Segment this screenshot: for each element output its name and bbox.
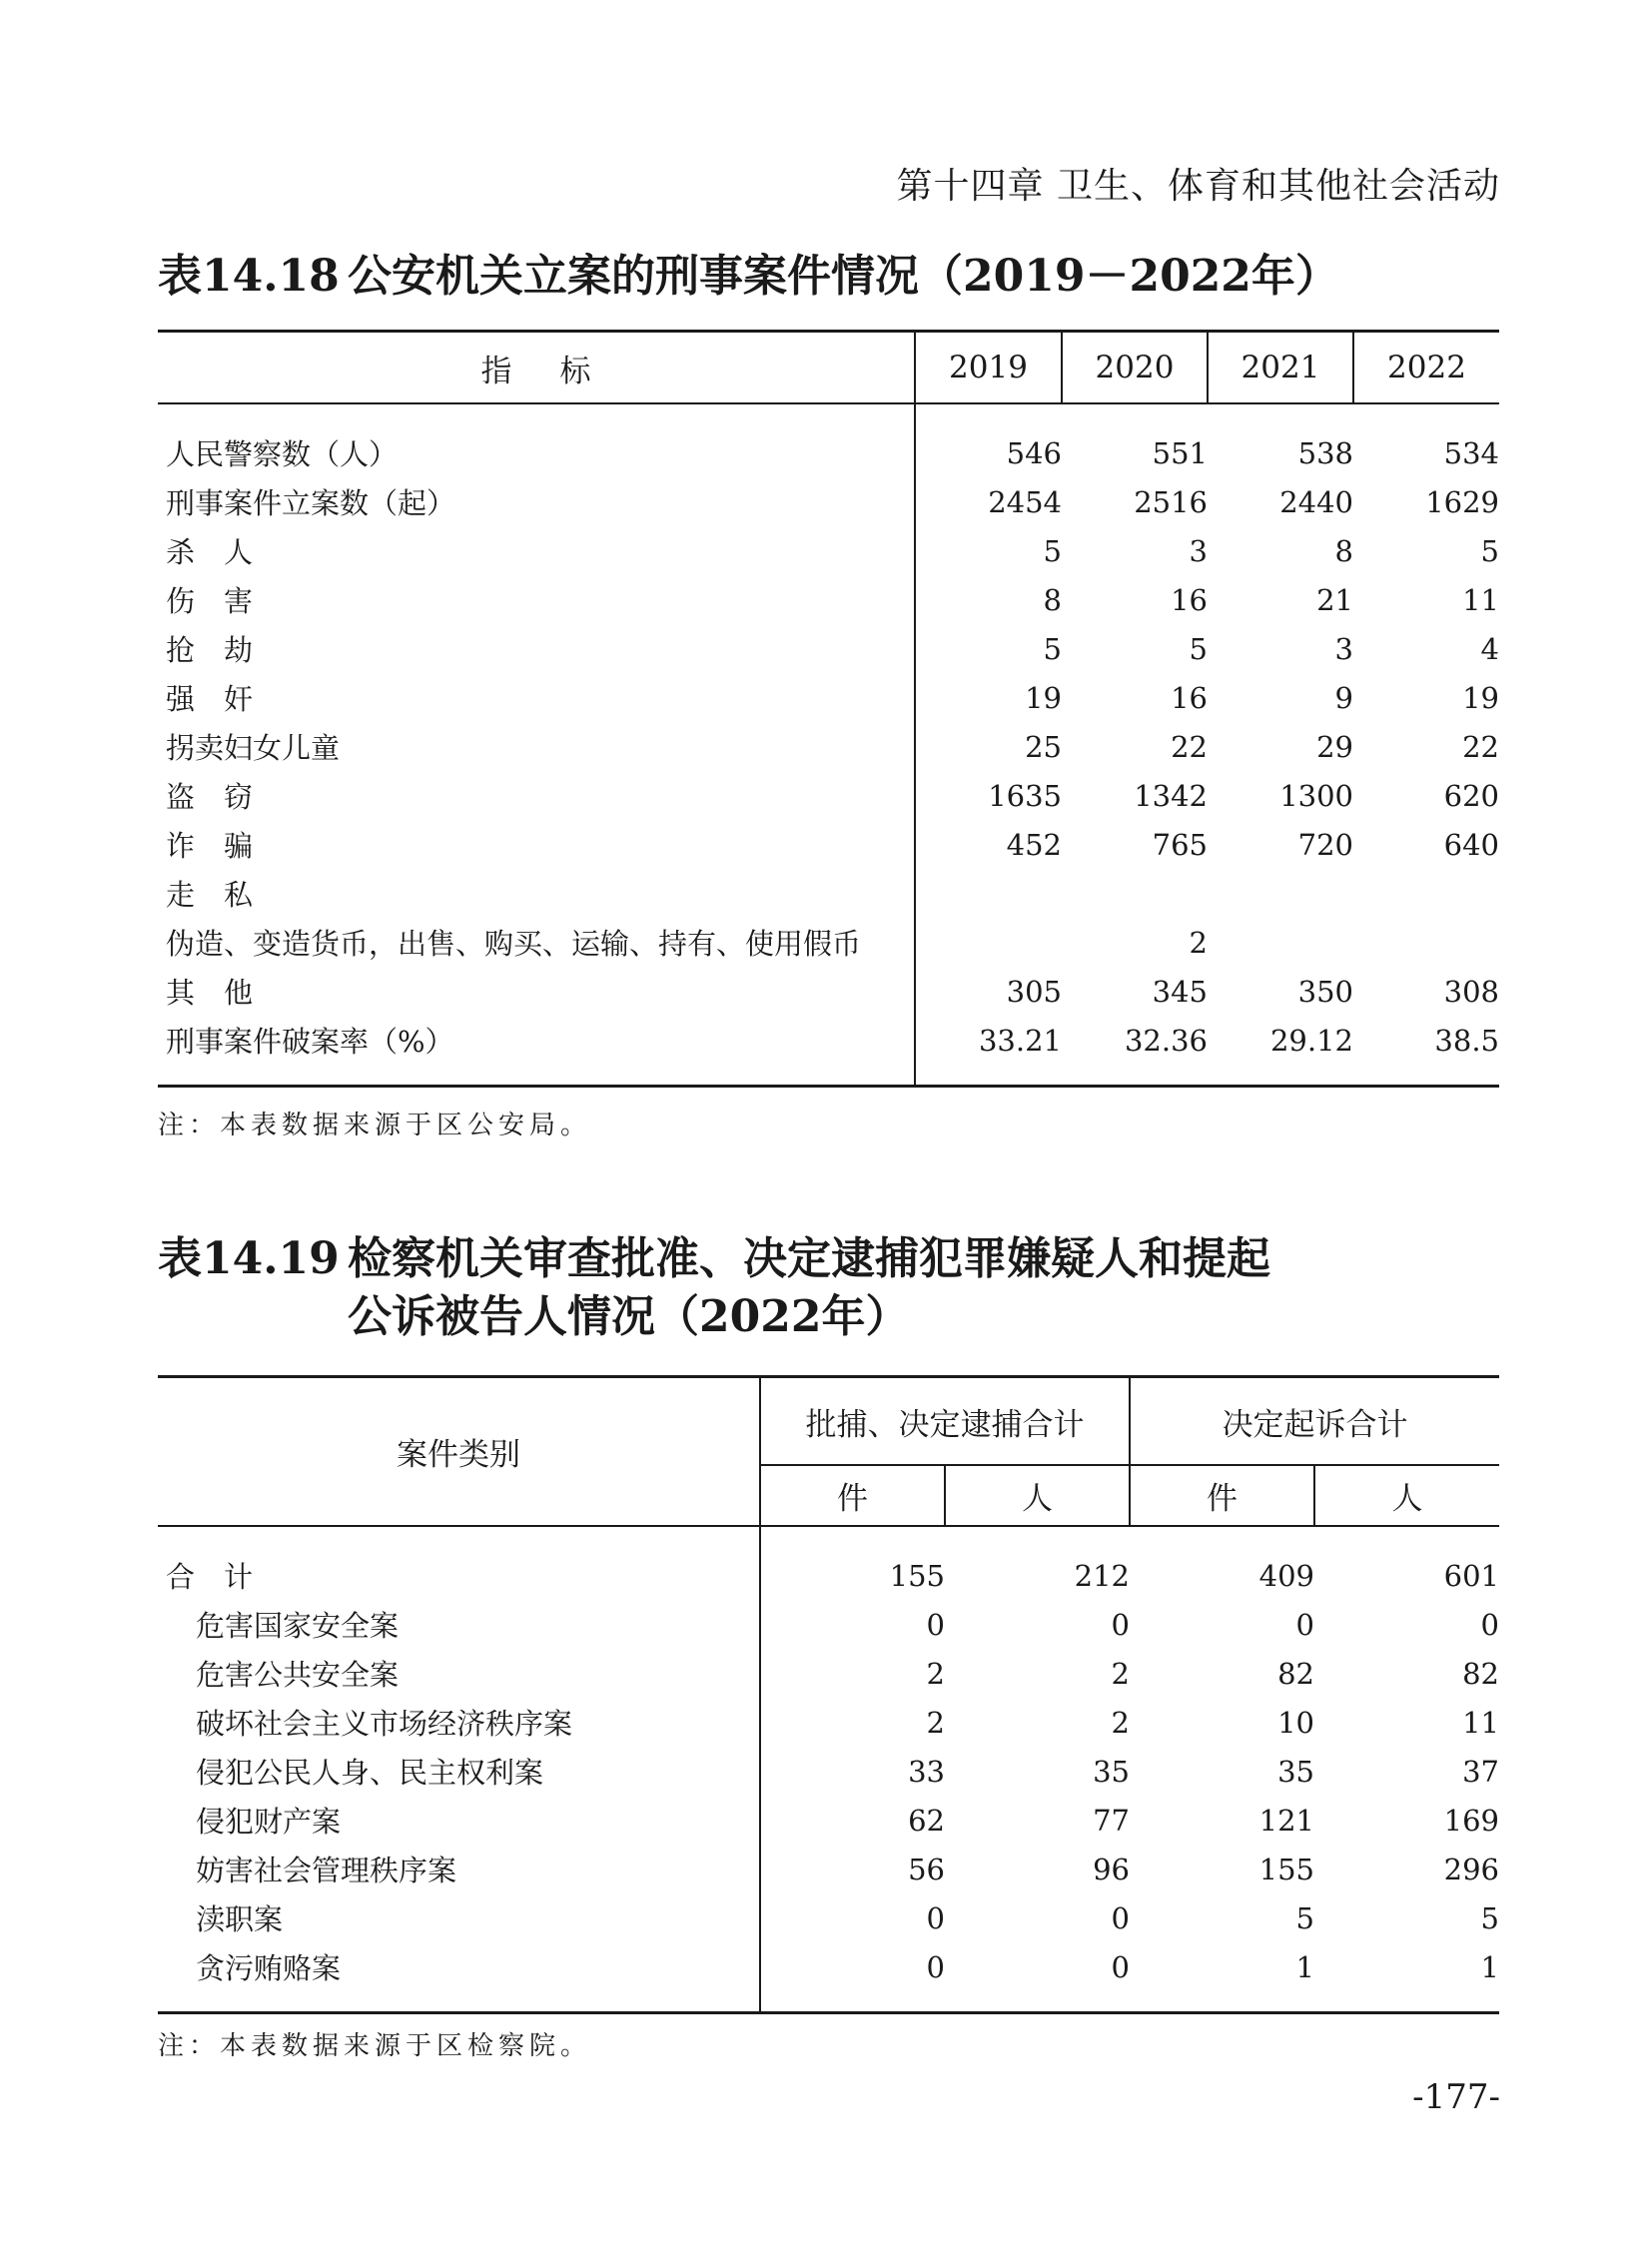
row-label: 贪污贿赂案 <box>158 1942 760 2013</box>
table1-number: 表14.18 <box>158 251 340 302</box>
table-row <box>158 869 1499 918</box>
row-label: 刑事案件破案率（%） <box>158 1016 915 1087</box>
row-value: 82 <box>1277 1656 1314 1691</box>
table1-year-header: 2020 <box>1062 332 1208 404</box>
row-value: 2 <box>1111 1705 1130 1740</box>
row-value: 5 <box>1480 533 1499 568</box>
row-label: 伪造、变造货币，出售、购买、运输、持有、使用假币 <box>158 918 915 967</box>
row-value: 5 <box>1043 631 1062 666</box>
row-value: 10 <box>1277 1705 1314 1740</box>
table-row <box>158 1698 1499 1747</box>
table-row <box>158 1942 1499 2013</box>
table2-note: 注：本表数据来源于区检察院。 <box>158 2031 592 2061</box>
row-value: 720 <box>1297 827 1353 862</box>
table-row <box>158 1649 1499 1698</box>
row-value: 16 <box>1171 680 1208 715</box>
row-value: 169 <box>1443 1803 1499 1838</box>
row-value: 96 <box>1093 1852 1130 1886</box>
table-row <box>158 1747 1499 1796</box>
row-value: 2516 <box>1134 484 1208 519</box>
table1-header-row <box>158 332 1499 404</box>
row-value: 35 <box>1277 1754 1314 1789</box>
row-value: 32.36 <box>1124 1023 1208 1058</box>
table2-group-header-arrest: 批捕、决定逮捕合计 <box>760 1377 1130 1466</box>
table-row <box>158 771 1499 820</box>
row-label: 强 奸 <box>158 673 915 722</box>
row-value: 3 <box>1334 631 1353 666</box>
row-label: 其 他 <box>158 967 915 1016</box>
row-value: 33.21 <box>978 1023 1062 1058</box>
row-value: 409 <box>1258 1558 1314 1593</box>
row-label: 合 计 <box>158 1526 760 1600</box>
row-value: 4 <box>1480 631 1499 666</box>
row-value: 3 <box>1189 533 1208 568</box>
row-value: 1 <box>1480 1949 1499 1984</box>
row-label: 抢 劫 <box>158 624 915 673</box>
row-value: 29.12 <box>1269 1023 1353 1058</box>
table1-title <box>158 248 1339 306</box>
row-value: 155 <box>889 1558 945 1593</box>
table2-subheader: 件 <box>1130 1465 1314 1526</box>
row-value: 21 <box>1316 582 1353 617</box>
row-value: 212 <box>1074 1558 1130 1593</box>
table1-title-text: 公安机关立案的刑事案件情况（2019－2022年） <box>348 251 1339 302</box>
row-value: 5 <box>1480 1900 1499 1935</box>
row-value: 25 <box>1025 729 1062 764</box>
row-label: 伤 害 <box>158 575 915 624</box>
row-value: 29 <box>1316 729 1353 764</box>
row-value <box>1208 918 1353 967</box>
table1-year-header: 2021 <box>1208 332 1353 404</box>
row-value: 37 <box>1462 1754 1499 1789</box>
row-value: 305 <box>1006 974 1062 1009</box>
row-label: 妨害社会管理秩序案 <box>158 1845 760 1893</box>
row-value: 11 <box>1462 582 1499 617</box>
row-value: 2 <box>926 1656 945 1691</box>
row-value: 452 <box>1006 827 1062 862</box>
row-label: 走 私 <box>158 869 915 918</box>
row-value <box>1353 869 1499 918</box>
table-row <box>158 967 1499 1016</box>
row-value: 35 <box>1093 1754 1130 1789</box>
row-label: 渎职案 <box>158 1893 760 1942</box>
table-row <box>158 1016 1499 1087</box>
table2-header-row <box>158 1377 1499 1466</box>
table-row <box>158 1796 1499 1845</box>
row-label: 危害国家安全案 <box>158 1600 760 1649</box>
row-value: 82 <box>1462 1656 1499 1691</box>
row-value: 5 <box>1189 631 1208 666</box>
row-label: 侵犯财产案 <box>158 1796 760 1845</box>
row-value: 19 <box>1462 680 1499 715</box>
row-value: 62 <box>908 1803 945 1838</box>
row-value: 640 <box>1443 827 1499 862</box>
table2-number: 表14.19 <box>158 1233 340 1284</box>
row-value: 551 <box>1152 435 1208 470</box>
row-value: 538 <box>1297 435 1353 470</box>
row-value: 1300 <box>1279 778 1353 813</box>
page-number: -177- <box>1412 2077 1500 2117</box>
table2-title-line1: 检察机关审查批准、决定逮捕犯罪嫌疑人和提起 <box>348 1233 1270 1284</box>
row-value: 2454 <box>988 484 1062 519</box>
table1-year-header: 2022 <box>1353 332 1499 404</box>
row-value <box>915 918 1062 967</box>
row-value: 0 <box>926 1900 945 1935</box>
row-value: 350 <box>1297 974 1353 1009</box>
table1 <box>158 330 1499 1088</box>
row-value: 0 <box>926 1607 945 1642</box>
table-row <box>158 477 1499 526</box>
row-value: 0 <box>1111 1900 1130 1935</box>
table-row <box>158 526 1499 575</box>
row-label: 盗 窃 <box>158 771 915 820</box>
row-value: 601 <box>1443 1558 1499 1593</box>
row-value: 1 <box>1295 1949 1314 1984</box>
table-row <box>158 1893 1499 1942</box>
table2-subheader: 件 <box>760 1465 945 1526</box>
row-label: 杀 人 <box>158 526 915 575</box>
row-value: 620 <box>1443 778 1499 813</box>
table2-group-header-prosecution: 决定起诉合计 <box>1130 1377 1499 1466</box>
row-value: 2 <box>926 1705 945 1740</box>
table-row <box>158 673 1499 722</box>
row-value: 19 <box>1025 680 1062 715</box>
chapter-header: 第十四章 卫生、体育和其他社会活动 <box>896 166 1500 207</box>
row-value: 8 <box>1334 533 1353 568</box>
table-row <box>158 624 1499 673</box>
row-value: 308 <box>1443 974 1499 1009</box>
table1-year-header: 2019 <box>915 332 1062 404</box>
row-value: 77 <box>1093 1803 1130 1838</box>
table-row <box>158 575 1499 624</box>
row-value: 11 <box>1462 1705 1499 1740</box>
row-label: 诈 骗 <box>158 820 915 869</box>
table2-subheader: 人 <box>1314 1465 1499 1526</box>
row-value: 0 <box>1295 1607 1314 1642</box>
row-value: 546 <box>1006 435 1062 470</box>
row-label: 侵犯公民人身、民主权利案 <box>158 1747 760 1796</box>
row-value: 56 <box>908 1852 945 1886</box>
row-value <box>1353 918 1499 967</box>
row-value: 22 <box>1462 729 1499 764</box>
table-row <box>158 1845 1499 1893</box>
table-row <box>158 722 1499 771</box>
row-value: 2440 <box>1279 484 1353 519</box>
row-value <box>1208 869 1353 918</box>
row-value: 5 <box>1043 533 1062 568</box>
table-row <box>158 1600 1499 1649</box>
row-value: 121 <box>1258 1803 1314 1838</box>
row-value: 22 <box>1171 729 1208 764</box>
row-value: 2 <box>1189 925 1208 960</box>
table-row <box>158 918 1499 967</box>
row-value: 0 <box>926 1949 945 1984</box>
row-value: 0 <box>1480 1607 1499 1642</box>
row-label: 刑事案件立案数（起） <box>158 477 915 526</box>
row-value: 0 <box>1111 1607 1130 1642</box>
row-value: 296 <box>1443 1852 1499 1886</box>
table-row <box>158 1526 1499 1600</box>
row-value <box>915 869 1062 918</box>
row-label: 人民警察数（人） <box>158 403 915 477</box>
row-value: 5 <box>1295 1900 1314 1935</box>
row-value: 1342 <box>1134 778 1208 813</box>
row-value <box>1062 869 1208 918</box>
row-value: 33 <box>908 1754 945 1789</box>
row-label: 危害公共安全案 <box>158 1649 760 1698</box>
row-value: 345 <box>1152 974 1208 1009</box>
row-value: 155 <box>1258 1852 1314 1886</box>
table1-note: 注：本表数据来源于区公安局。 <box>158 1111 592 1140</box>
table1-body <box>158 403 1499 1087</box>
table-row <box>158 403 1499 477</box>
row-label: 拐卖妇女儿童 <box>158 722 915 771</box>
row-value: 1629 <box>1425 484 1499 519</box>
row-value: 534 <box>1443 435 1499 470</box>
table1-indicator-header: 指标 <box>158 332 915 404</box>
table2-subheader: 人 <box>945 1465 1130 1526</box>
row-value: 38.5 <box>1434 1023 1499 1058</box>
row-value: 1635 <box>988 778 1062 813</box>
row-value: 0 <box>1111 1949 1130 1984</box>
row-label: 破坏社会主义市场经济秩序案 <box>158 1698 760 1747</box>
row-value: 8 <box>1043 582 1062 617</box>
row-value: 9 <box>1334 680 1353 715</box>
table2-title-line2: 公诉被告人情况（2022年） <box>348 1291 910 1342</box>
table2-body <box>158 1526 1499 2013</box>
table2-title <box>158 1230 1270 1346</box>
table2 <box>158 1375 1499 2014</box>
row-value: 765 <box>1152 827 1208 862</box>
table-row <box>158 820 1499 869</box>
row-value: 2 <box>1111 1656 1130 1691</box>
table2-category-header: 案件类别 <box>158 1377 760 1527</box>
row-value: 16 <box>1171 582 1208 617</box>
